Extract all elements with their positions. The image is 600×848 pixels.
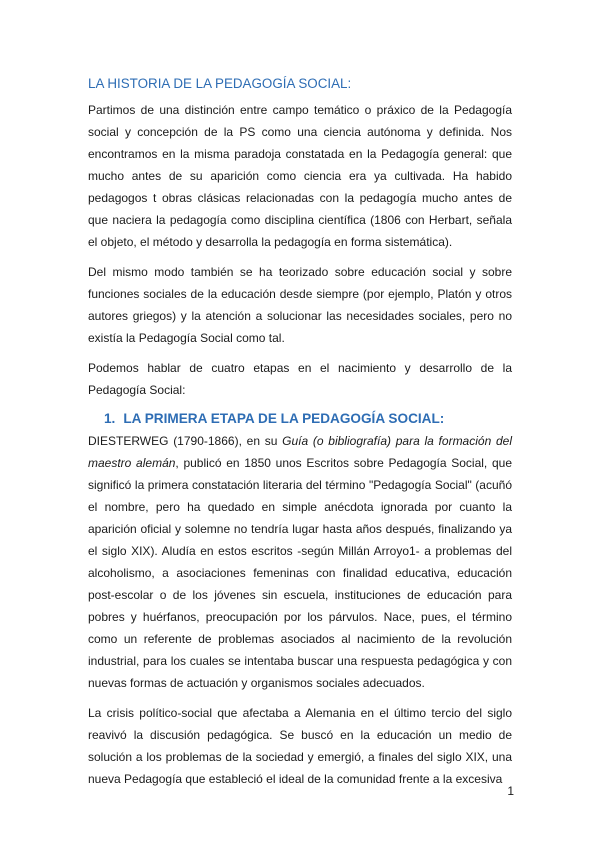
subsection-number: 1. <box>104 411 116 426</box>
paragraph-crisis: La crisis político-social que afectaba a Alemania en el último tercio del siglo reavivó la discusión pedagógica. Se buscó en la educación un medio de solución a los problemas de la sociedad y emergió, a finales del siglo XIX, una nueva Pedagogía que estableció el ideal de la comunidad frente a la excesiva <box>88 706 512 786</box>
paragraph-intro: Partimos de una distinción entre campo temático o práxico de la Pedagogía social y concepción de la PS como una ciencia autónoma y definida. Nos encontramos en la misma paradoja constatada en la Pedagogía general: que mucho antes de su aparición como ciencia era ya cultivada. Ha habido pedagogos t obras clásicas relacionadas con la pedagogía mucho antes de que naciera la pedagogía como disciplina científica (1806 con Herbart, señala el objeto, el método y desarrolla la pedagogía en forma sistemática). <box>88 103 512 249</box>
page-number: 1 <box>507 784 514 798</box>
paragraph-four-stages: Podemos hablar de cuatro etapas en el nacimiento y desarrollo de la Pedagogía Social: <box>88 361 512 397</box>
subsection-title: LA PRIMERA ETAPA DE LA PEDAGOGÍA SOCIAL: <box>123 411 445 426</box>
paragraph-diesterweg <box>88 430 512 694</box>
paragraph-diesterweg-rest: , publicó en 1850 unos Escritos sobre Pedagogía Social, que significó la primera constatación literaria del término "Pedagogía Social" (acuñó el nombre, pero ha quedado en simple anécdota ignorada por cuanto la aparición oficial y solemne no tendría lugar hasta años después, finalizando ya el siglo XIX). Aludía en estos escritos -según Millán Arroyo1- a problemas del alcoholismo, a asociaciones femeninas con finalidad educativa, educación post-escolar o de los jóvenes sin escuela, instituciones de educación para pobres y huérfanos, preocupación por los párvulos. Nace, pues, el término como un referente de problemas asociados al nacimiento de la revolución industrial, para los cuales se intentaba buscar una respuesta pedagógica y con nuevas formas de actuación y organismos sociales adecuados. <box>88 456 512 690</box>
paragraph-social-education: Del mismo modo también se ha teorizado sobre educación social y sobre funciones sociales de la educación desde siempre (por ejemplo, Platón y otros autores griegos) y la atención a solucionar las necesidades sociales, pero no existía la Pedagogía Social como tal. <box>88 265 512 345</box>
book-title: Guía (o bibliografía) para la formación del maestro alemán <box>88 434 512 470</box>
paragraph-diesterweg-lead: DIESTERWEG (1790-1866), en su <box>88 434 283 448</box>
section-heading: LA HISTORIA DE LA PEDAGOGÍA SOCIAL: <box>88 76 352 91</box>
subsection-heading <box>104 411 512 426</box>
